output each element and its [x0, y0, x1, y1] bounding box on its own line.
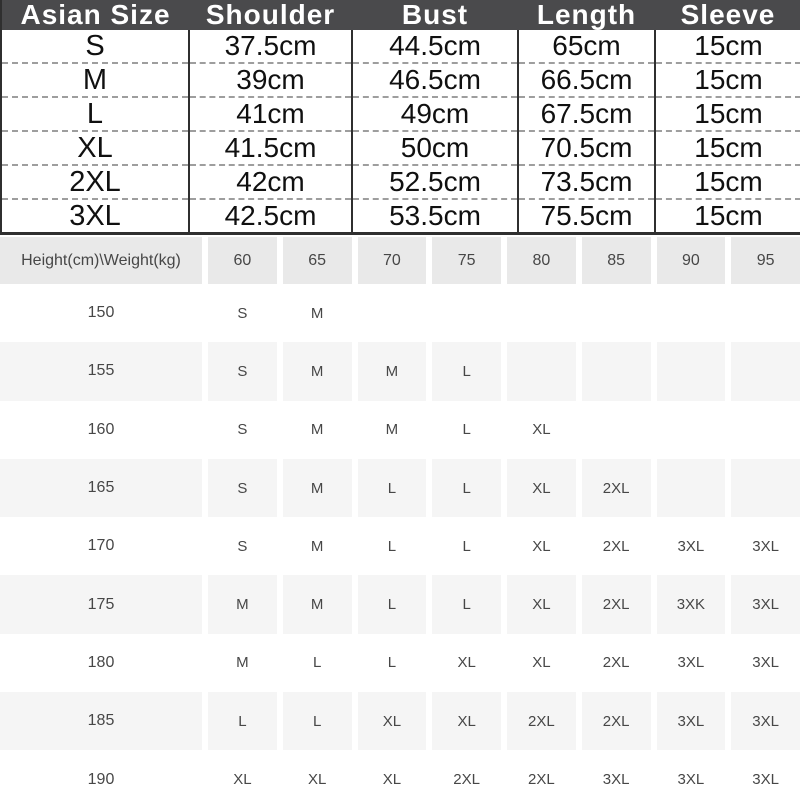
fit-cell: 3XL: [602, 771, 630, 789]
length-value: 67.5cm: [518, 97, 655, 131]
fit-cell: [657, 401, 726, 459]
weight-header-70: 70: [358, 237, 427, 284]
weight-header-80: 80: [507, 237, 576, 284]
weight-header-85: 85: [582, 237, 651, 284]
fit-cell: M: [283, 575, 352, 633]
table-row-l: [1, 97, 800, 131]
height-label: 180: [87, 653, 115, 671]
fit-cell: [507, 284, 576, 342]
table-row-3xl: [1, 199, 800, 234]
fit-cell: M: [310, 537, 324, 555]
fit-cell: [657, 284, 726, 342]
fit-cell: S: [237, 537, 248, 555]
fit-row-150: [0, 284, 800, 342]
fit-cell: [582, 401, 651, 459]
weight-header-60: 60: [208, 237, 277, 284]
shoulder-value: 41.5cm: [189, 131, 352, 165]
size-label: L: [1, 97, 189, 131]
fit-cell: [731, 284, 800, 342]
fit-cell: M: [208, 575, 277, 633]
height-label: 150: [87, 304, 115, 322]
fit-cell: 3XL: [752, 654, 779, 672]
fit-cell: 2XL: [507, 692, 576, 750]
fit-cell: [582, 284, 651, 342]
table-row-m: [1, 63, 800, 97]
fit-cell: [657, 459, 726, 517]
fit-cell: 3XL: [657, 692, 726, 750]
weight-header-75: 75: [432, 237, 501, 284]
height-label: 165: [0, 459, 202, 517]
fit-cell: M: [385, 421, 399, 439]
fit-cell: L: [432, 342, 501, 400]
fit-cell: XL: [457, 654, 476, 672]
length-value: 65cm: [518, 30, 655, 63]
shoulder-value: 42cm: [189, 165, 352, 199]
fit-cell: XL: [532, 421, 551, 439]
fit-row-160: [0, 401, 800, 459]
bust-value: 49cm: [352, 97, 518, 131]
fit-cell: L: [208, 692, 277, 750]
size-label: S: [85, 30, 105, 62]
table-row-xl: [1, 131, 800, 165]
fit-cell: L: [432, 575, 501, 633]
fit-cell: 2XL: [582, 459, 651, 517]
height-label: 190: [87, 770, 115, 788]
size-label: 3XL: [1, 199, 189, 234]
height-label: 160: [87, 420, 115, 438]
fit-cell: M: [310, 304, 324, 322]
fit-cell: [731, 401, 800, 459]
measurement-header-row: [1, 0, 800, 30]
fit-cell: L: [462, 421, 471, 439]
fit-cell: M: [310, 421, 324, 439]
fit-cell: XL: [532, 537, 551, 555]
fit-cell: M: [283, 342, 352, 400]
bust-value: 50cm: [352, 131, 518, 165]
fit-cell: XL: [307, 771, 327, 789]
fit-cell: [358, 284, 427, 342]
fit-cell: [731, 459, 800, 517]
length-value: 75.5cm: [518, 199, 655, 234]
bust-value: 52.5cm: [352, 165, 518, 199]
fit-row-165: [0, 459, 800, 517]
height-label: 175: [0, 575, 202, 633]
col-header-shoulder: Shoulder: [189, 0, 352, 30]
fit-cell: XL: [382, 771, 402, 789]
fit-row-180: [0, 634, 800, 692]
fit-cell: S: [208, 342, 277, 400]
table-row-s: [1, 30, 800, 63]
fit-cell: XL: [358, 692, 427, 750]
weight-header-65: 65: [283, 237, 352, 284]
fit-cell: 2XL: [602, 537, 630, 555]
fit-cell: 2XL: [602, 654, 630, 672]
shoulder-value: 39cm: [189, 63, 352, 97]
fit-cell: S: [237, 421, 248, 439]
col-header-sleeve: Sleeve: [655, 0, 800, 30]
fit-cell: M: [358, 342, 427, 400]
fit-cell: 2XL: [582, 692, 651, 750]
fit-table: [0, 237, 800, 800]
weight-header-90: 90: [657, 237, 726, 284]
fit-row-185: [0, 692, 800, 750]
shoulder-value: 41cm: [189, 97, 352, 131]
fit-cell: L: [358, 575, 427, 633]
fit-header-row: [0, 237, 800, 284]
fit-cell: 3XL: [677, 771, 705, 789]
fit-cell: 2XL: [528, 771, 555, 789]
fit-cell: [731, 342, 800, 400]
fit-cell: [507, 342, 576, 400]
col-header-length: Length: [518, 0, 655, 30]
fit-cell: L: [358, 459, 427, 517]
sleeve-value: 15cm: [655, 97, 800, 131]
bust-value: 44.5cm: [352, 30, 518, 63]
fit-cell: XL: [432, 692, 501, 750]
fit-row-170: [0, 517, 800, 575]
fit-cell: L: [312, 654, 322, 672]
fit-cell: L: [462, 537, 471, 555]
fit-cell: XL: [507, 459, 576, 517]
sleeve-value: 15cm: [655, 131, 800, 165]
measurement-table: [0, 0, 800, 235]
fit-cell: 2XL: [453, 771, 480, 789]
bust-value: 53.5cm: [352, 199, 518, 234]
fit-row-190: [0, 750, 800, 800]
sleeve-value: 15cm: [655, 30, 800, 63]
size-label: XL: [1, 131, 189, 165]
fit-cell: L: [387, 537, 397, 555]
fit-row-175: [0, 575, 800, 633]
bust-value: 46.5cm: [352, 63, 518, 97]
fit-cell: XL: [507, 575, 576, 633]
size-label: M: [1, 63, 189, 97]
fit-cell: 3XL: [752, 771, 779, 789]
fit-cell: [582, 342, 651, 400]
fit-cell: 3XL: [731, 575, 800, 633]
height-label: 185: [0, 692, 202, 750]
fit-cell: 3XL: [677, 537, 705, 555]
fit-cell: L: [432, 459, 501, 517]
height-label: 155: [0, 342, 202, 400]
fit-row-155: [0, 342, 800, 400]
fit-cell: 3XL: [731, 692, 800, 750]
fit-cell: XL: [532, 654, 551, 672]
fit-cell: L: [387, 654, 397, 672]
fit-cell: S: [237, 304, 248, 322]
length-value: 70.5cm: [518, 131, 655, 165]
length-value: 73.5cm: [518, 165, 655, 199]
fit-cell: 3XL: [677, 654, 705, 672]
table-row-2xl: [1, 165, 800, 199]
sleeve-value: 15cm: [655, 63, 800, 97]
fit-cell: M: [236, 654, 249, 672]
size-label: 2XL: [1, 165, 189, 199]
col-header-asian-size: Asian Size: [1, 0, 189, 30]
fit-cell: L: [283, 692, 352, 750]
col-header-bust: Bust: [352, 0, 518, 30]
sleeve-value: 15cm: [655, 199, 800, 234]
fit-cell: 3XK: [657, 575, 726, 633]
shoulder-value: 42.5cm: [189, 199, 352, 234]
length-value: 66.5cm: [518, 63, 655, 97]
fit-cell: 2XL: [582, 575, 651, 633]
sleeve-value: 15cm: [655, 165, 800, 199]
fit-cell: 3XL: [752, 537, 779, 555]
fit-cell: M: [283, 459, 352, 517]
fit-cell: XL: [233, 771, 252, 789]
corner-label: Height(cm)\Weight(kg): [0, 237, 202, 284]
height-label: 170: [87, 537, 115, 555]
fit-cell: [432, 284, 501, 342]
fit-cell: [657, 342, 726, 400]
shoulder-value: 37.5cm: [189, 30, 352, 63]
weight-header-95: 95: [731, 237, 800, 284]
fit-cell: S: [208, 459, 277, 517]
